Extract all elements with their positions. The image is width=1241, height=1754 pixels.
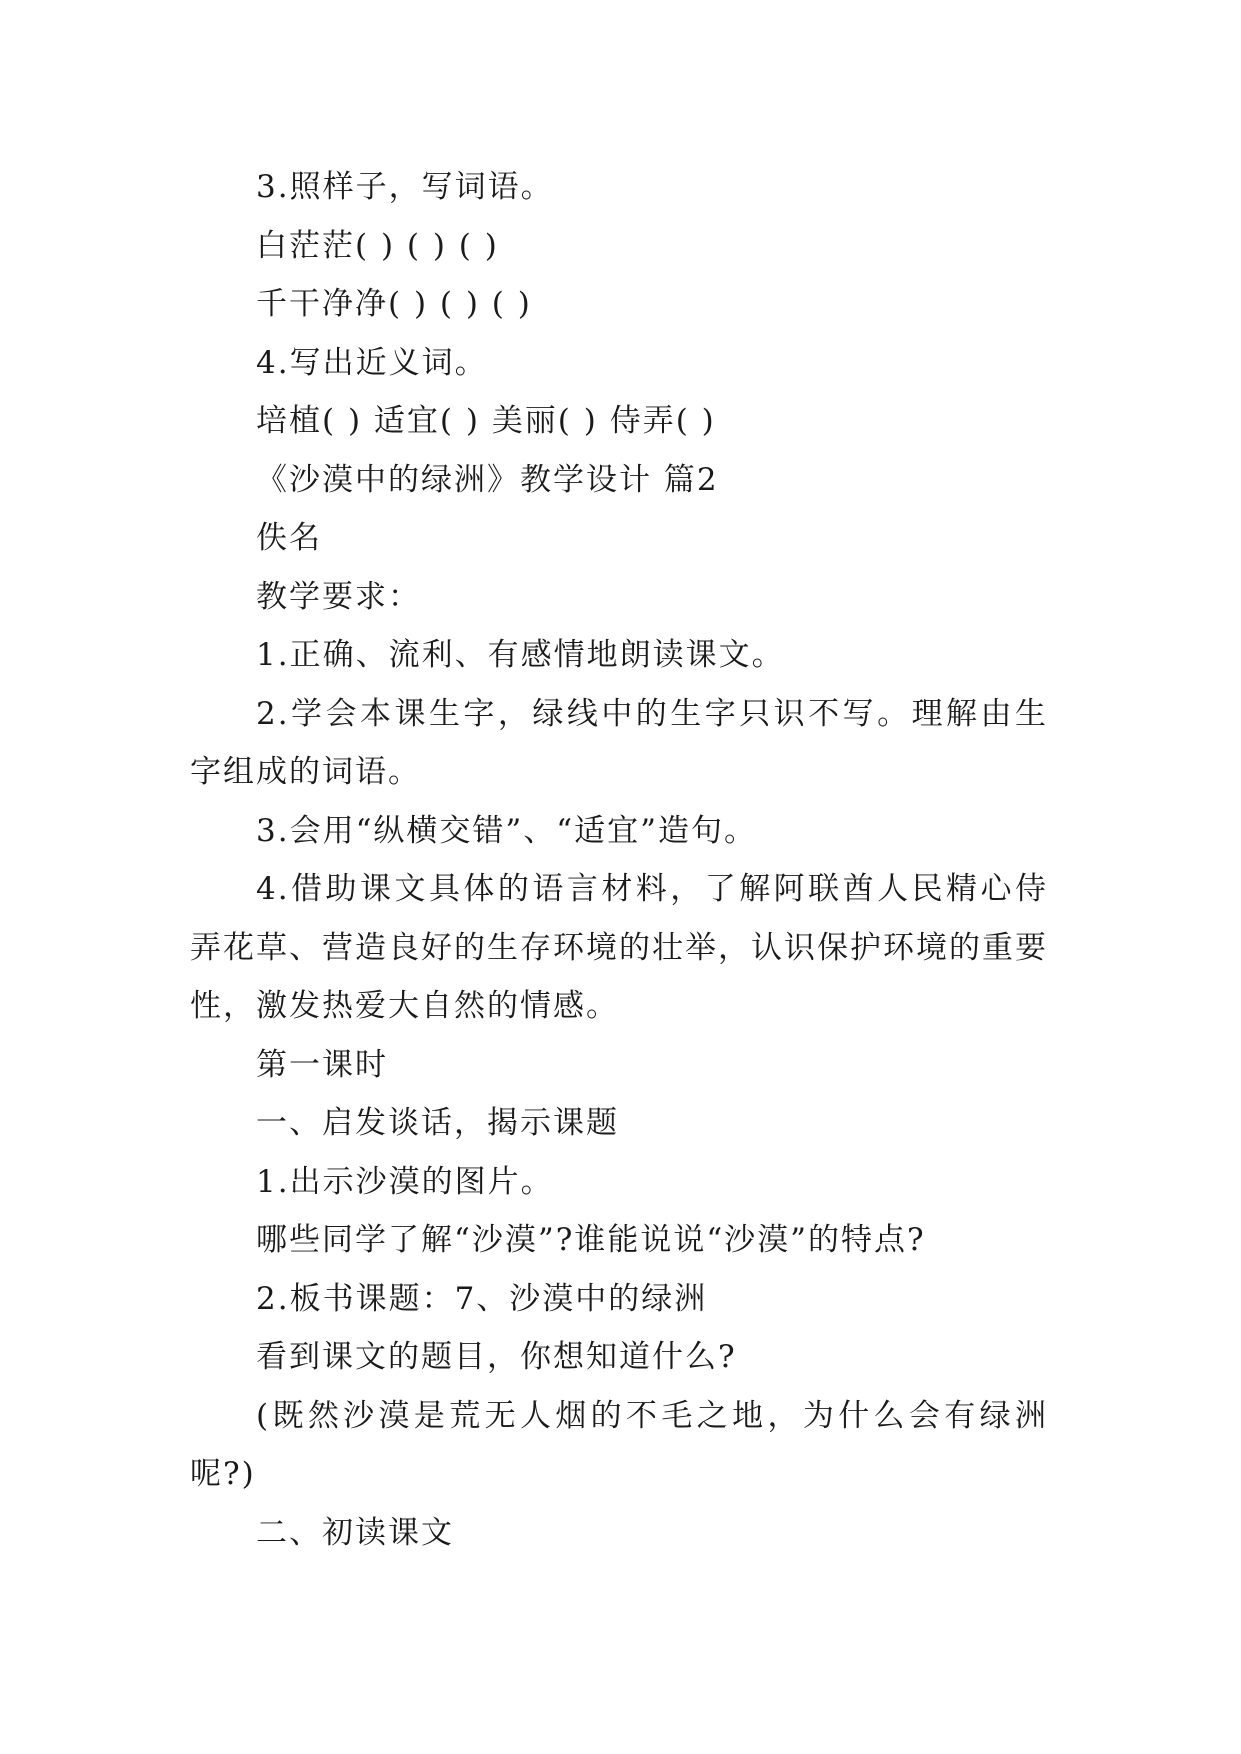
- lesson-heading: 第一课时: [256, 1046, 388, 1083]
- step-2-heading: 二、初读课文: [256, 1514, 454, 1551]
- exercise-4-items: 培植( ) 适宜( ) 美丽( ) 侍弄( ): [256, 403, 716, 439]
- step-1-question: 哪些同学了解“沙漠”?谁能说说“沙漠”的特点?: [256, 1222, 926, 1258]
- author: 佚名: [256, 520, 322, 556]
- step-1-item-1: 1.出示沙漠的图片。: [256, 1163, 554, 1200]
- requirement-4: 4.借助课文具体的语言材料，了解阿联酋人民精心侍弄花草、营造良好的生存环境的壮举，认识保护环境的重要性，激发热爱大自然的情感。: [190, 871, 1048, 1024]
- requirements-heading: 教学要求：: [256, 578, 421, 615]
- exercise-4-heading: 4.写出近义词。: [256, 344, 488, 381]
- step-1-prompt: 看到课文的题目，你想知道什么?: [256, 1339, 737, 1375]
- exercise-3-item-1: 白茫茫( ) ( ) ( ): [256, 227, 499, 264]
- section-title: 《沙漠中的绿洲》教学设计 篇2: [256, 461, 719, 498]
- exercise-3-heading: 3.照样子，写词语。: [256, 169, 554, 205]
- requirement-3: 3.会用“纵横交错”、“适宜”造句。: [256, 812, 757, 849]
- requirement-2: 2.学会本课生字，绿线中的生字只识不写。理解由生字组成的词语。: [190, 695, 1048, 790]
- exercise-3-item-2: 千干净净( ) ( ) ( ): [256, 286, 532, 322]
- requirement-1: 1.正确、流利、有感情地朗读课文。: [256, 637, 785, 673]
- step-1-item-2: 2.板书课题：7、沙漠中的绿洲: [256, 1280, 708, 1317]
- step-1-heading: 一、启发谈话，揭示课题: [256, 1105, 619, 1141]
- step-1-answer: (既然沙漠是荒无人烟的不毛之地，为什么会有绿洲呢?): [190, 1397, 1048, 1492]
- document-body: [190, 158, 1048, 1562]
